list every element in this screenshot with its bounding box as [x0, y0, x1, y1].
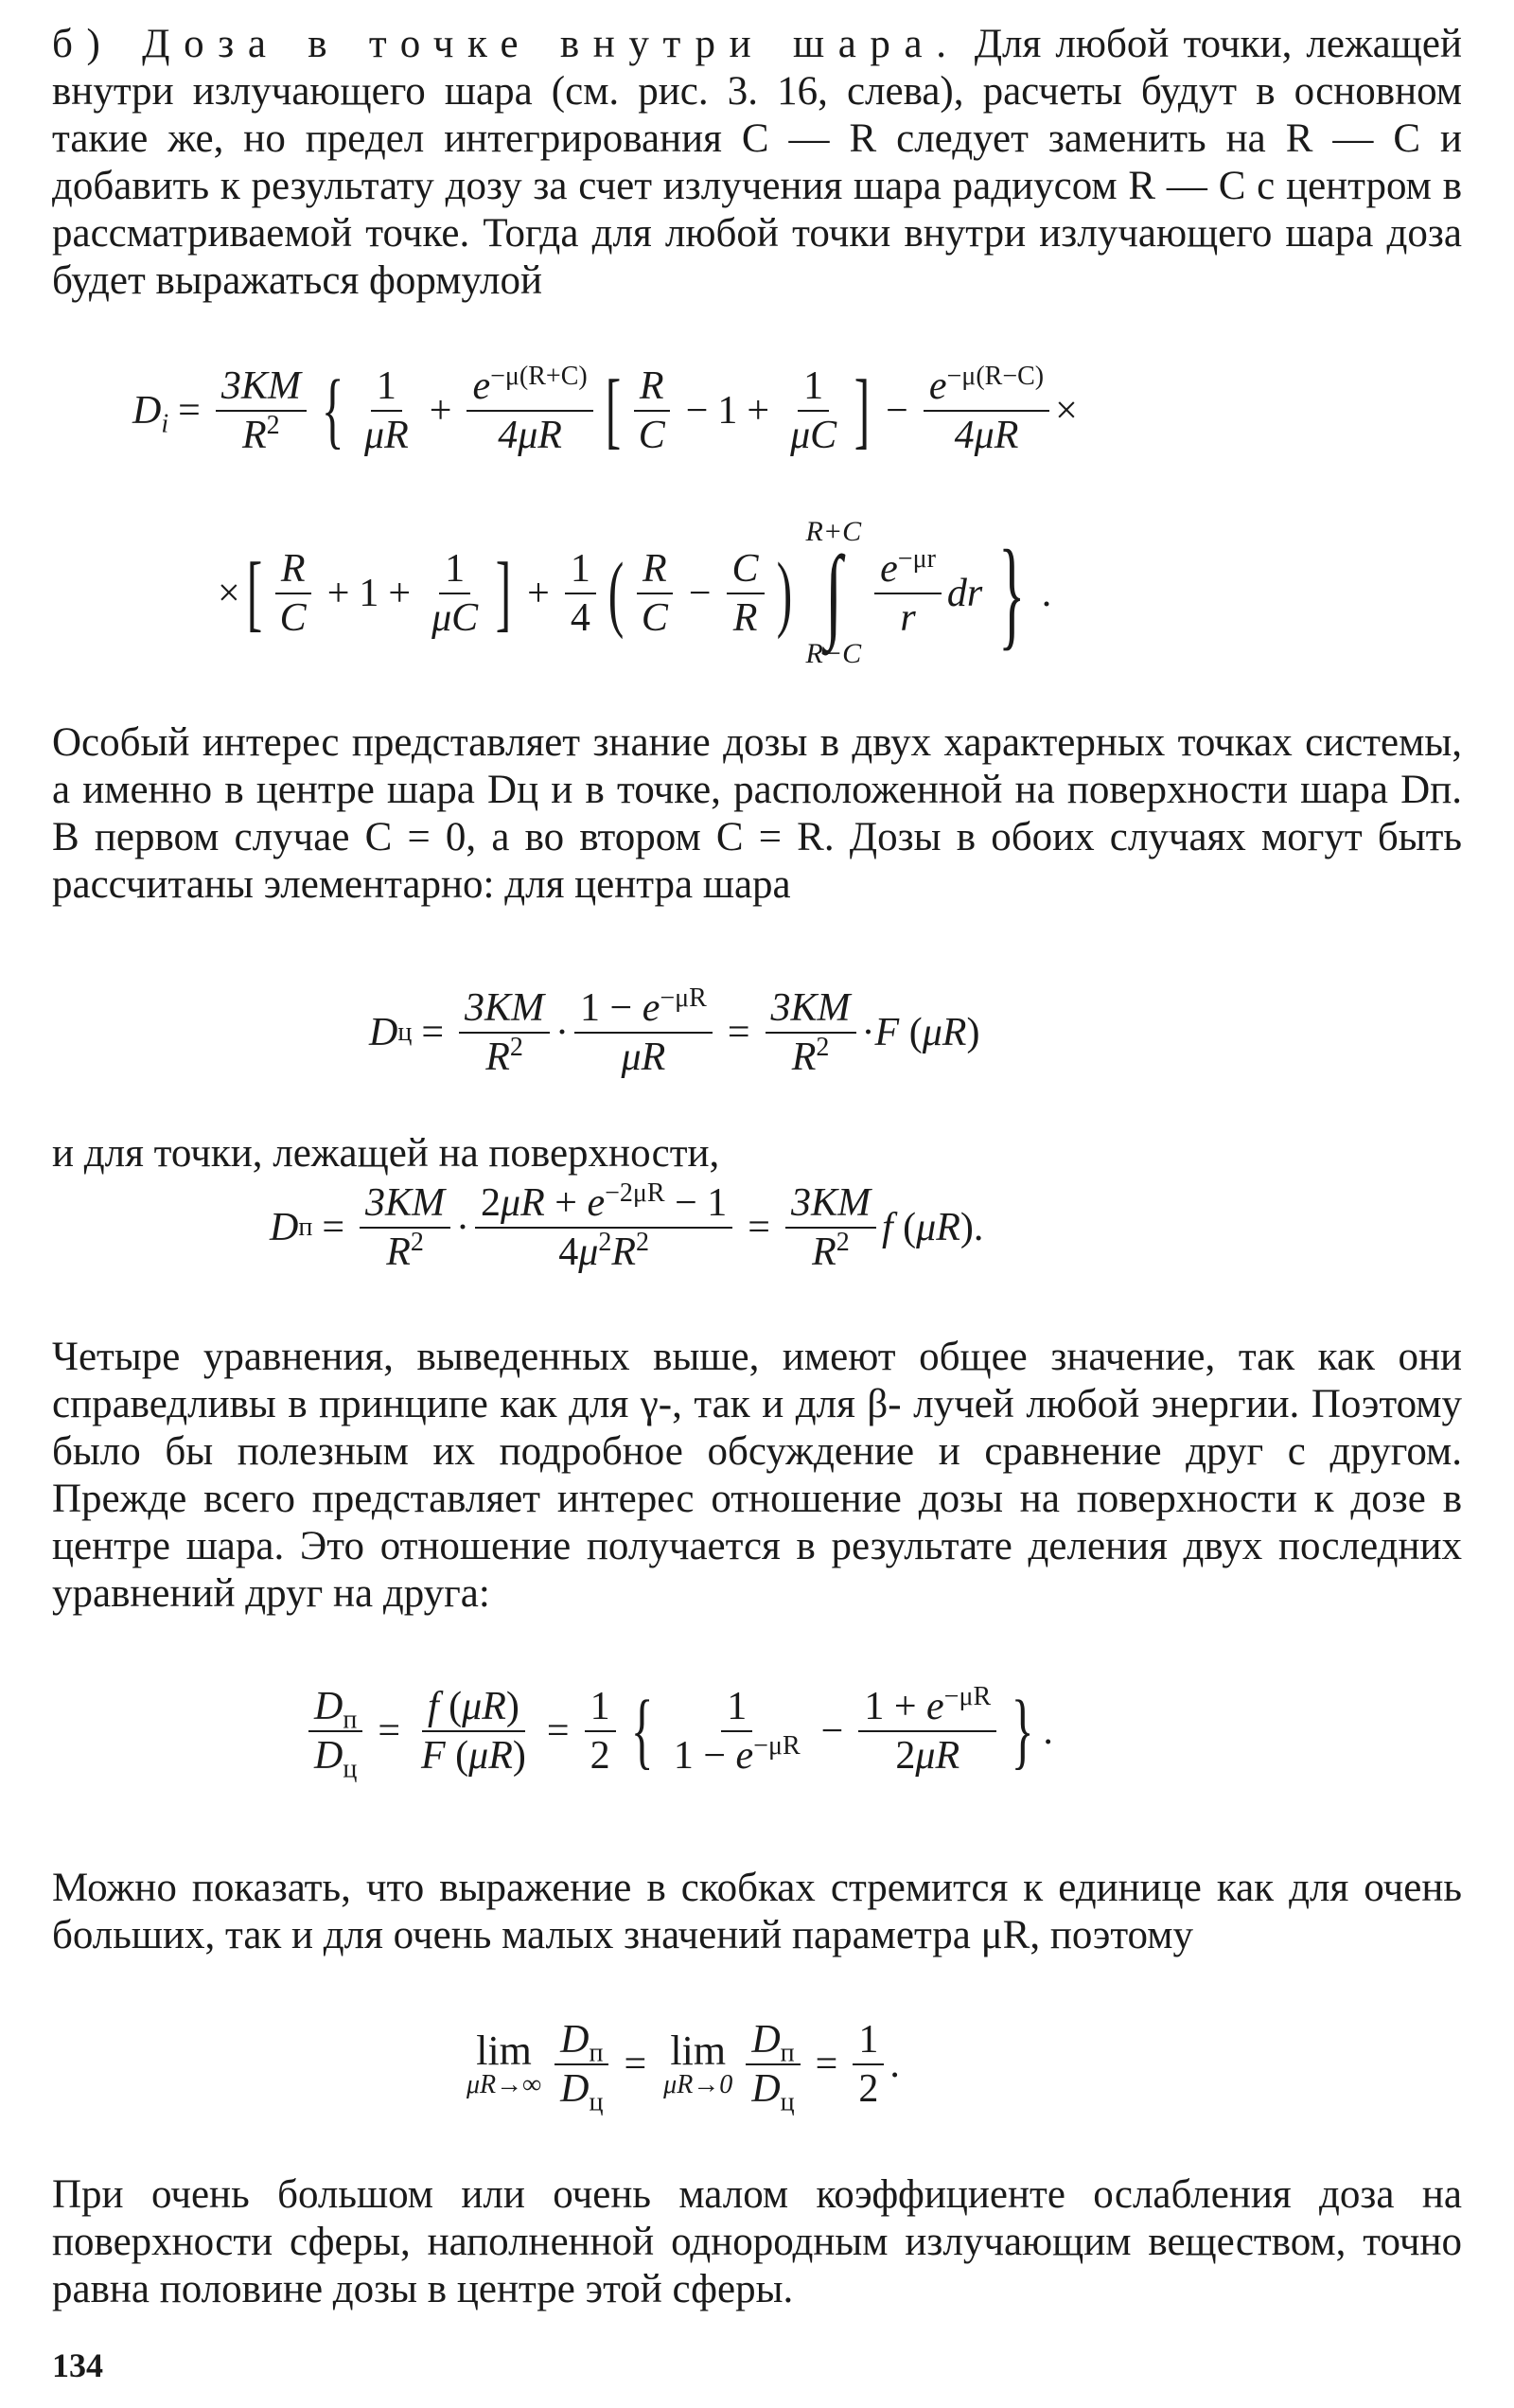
equation-dose-inside	[52, 362, 1462, 688]
paragraph-4: Четыре уравнения, выведенных выше, имеют общее значение, так как они справедливы в принципе как для γ-, так и для β- лучей любой энергии. Поэтому было бы полезным их подробное обсуждение и сравнение друг с другом. Прежде всего представляет интерес отношение дозы на поверхности к дозе в центре шара. Это отношение получается в результате деления двух последних уравнений друг на друга:	[52, 1335, 1462, 1616]
equation-dose-ratio	[52, 1682, 1462, 1800]
equation-3-rendered: D п = $\frac{3KM}{R^2}$ · $\frac{2\mu R + e^{-2\mu R} - 1}{4\mu^2R^2}$ = $\frac{3KM}{R^2}$ f ( μR ).	[270, 1178, 984, 1274]
section-heading: б) Доза в точке внутри шара.	[52, 22, 960, 66]
equation-dose-center	[52, 983, 1462, 1092]
equation-2-rendered: D ц = $\frac{3KM}{R^2}$ · $\frac{1 - e^{-\mu R}}{\mu R}$ = $\frac{3KM}{R^2}$ · F ( μR )	[369, 983, 980, 1079]
paragraph-6: При очень большом или очень малом коэффициенте ослабления доза на поверхности сферы, наполненной однородным излучающим веществом, точно равна половине дозы в центре этой сферы.	[52, 2172, 1462, 2311]
equation-4-rendered: $\frac{D_п}{D_ц}$ = $\frac{f (\mu R)}{F (\mu R)}$ = $\frac{1}{2}$ { $\frac{1}{1 - e^{-\mu R}}$ − $\frac{1 + e^{-\mu R}}{2\mu R}$ } .	[303, 1687, 1053, 1776]
equation-dose-surface	[52, 1178, 1462, 1287]
paragraph-1	[52, 21, 1462, 305]
paragraph-5: Можно показать, что выражение в скобках стремится к единице как для очень больших, так и для очень малых значений параметра μR, поэтому	[52, 1866, 1462, 1957]
equation-limits	[52, 2020, 1462, 2134]
page-number: 134	[52, 2346, 103, 2384]
equation-1-line-2: × [ $\frac{R}{C}$ + 1 + $\frac{1}{\mu C}$ ] + $\frac{1}{4}$ ( $\frac{R}{C}$ − $\frac{C}{R}$ ) R+C ∫ R−C $\frac{e^{-\mu r}}{r}$ dr } .	[218, 516, 1052, 669]
paragraph-3: и для точки, лежащей на поверхности,	[52, 1131, 720, 1176]
equation-1-line-1: $D_i$ = $\frac{3KM}{R^2}$ { $\frac{1}{\mu R}$ + $\frac{e^{-\mu(R+C)}}{4\mu R}$ [ $\frac{R}{C}$ − 1 + $\frac{1}{\mu C}$ ] − $\frac{e^{-\mu(R-C)}}{4\mu R}$ ×	[132, 362, 1078, 457]
paragraph-2: Особый интерес представляет знание дозы в двух характерных точках системы, а именно в центре шара Dц и в точке, расположенной на поверхности шара Dп. В первом случае C = 0, а во втором C = R. Дозы в обоих случаях могут быть рассчитаны элементарно: для центра шара	[52, 720, 1462, 907]
equation-5-rendered: lim μR→∞ $\frac{D_п}{D_ц}$ = lim μR→0 $\frac{D_п}{D_ц}$ = $\frac{1}{2}$ .	[467, 2018, 900, 2117]
paragraph-1-text: Для любой точки, лежащей внутри излучающего шара (см. рис. 3. 16, слева), расчеты будут в основном такие же, но предел интегрирования C — R следует заменить на R — C и добавить к результату дозу за счет излучения шара радиусом R — C с центром в рассматриваемой точке. Тогда для любой точки внутри излучающего шара доза будет выражаться формулой	[52, 22, 1462, 303]
